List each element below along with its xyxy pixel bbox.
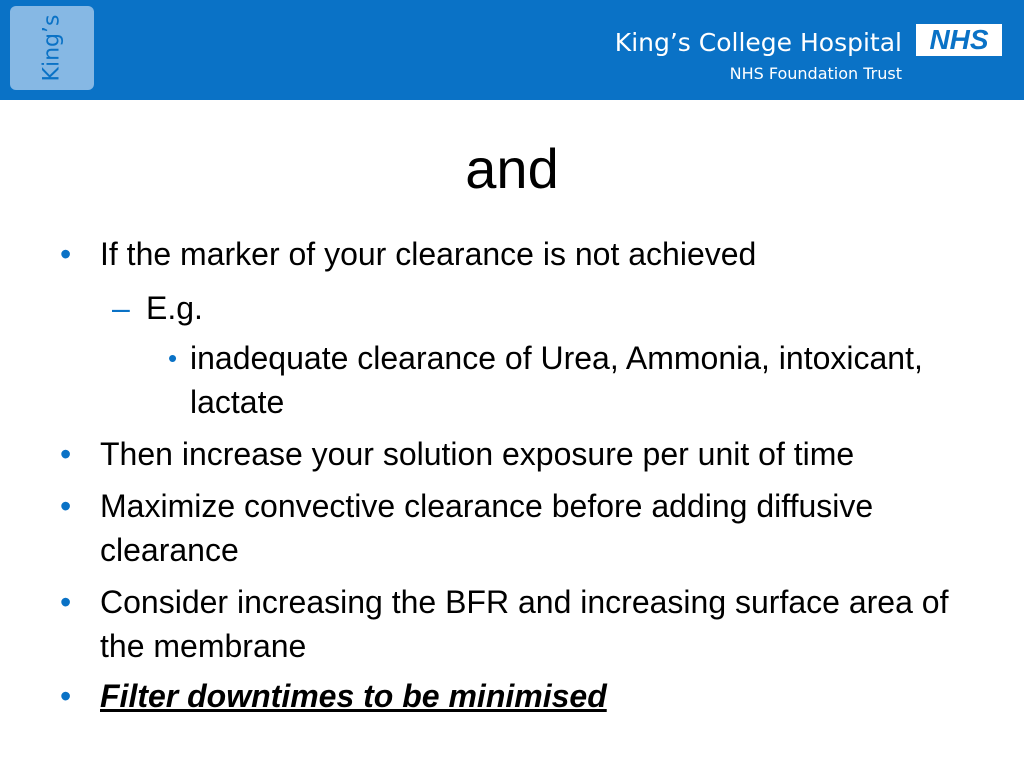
bullet-dot-icon: • bbox=[60, 436, 72, 472]
trust-name: NHS Foundation Trust bbox=[729, 64, 902, 83]
bullet-item bbox=[60, 232, 980, 276]
bullet-text: Consider increasing the BFR and increasing surface area of the membrane bbox=[100, 584, 949, 664]
bullet-text: E.g. bbox=[146, 290, 203, 326]
nhs-logo-text: NHS bbox=[929, 24, 989, 55]
bullet-dash-icon: – bbox=[112, 290, 130, 326]
bullet-dot-icon: • bbox=[60, 236, 72, 272]
bullet-dot-icon: • bbox=[60, 488, 72, 524]
bullet-item bbox=[60, 484, 980, 572]
bullet-dot-icon: • bbox=[168, 343, 178, 373]
sub-bullet-item bbox=[112, 286, 966, 330]
bullet-text: Maximize convective clearance before adding diffusive clearance bbox=[100, 488, 874, 568]
sub-sub-bullet-item bbox=[168, 336, 950, 424]
slide-title: and bbox=[465, 137, 559, 200]
bullet-item bbox=[60, 674, 980, 718]
bullet-text: Then increase your solution exposure per unit of time bbox=[100, 436, 855, 472]
bullet-text-emphasis: Filter downtimes to be minimised bbox=[100, 678, 607, 714]
bullet-item bbox=[60, 580, 980, 668]
hospital-name: King’s College Hospital bbox=[614, 28, 902, 57]
kings-logo-text: King’s bbox=[39, 14, 65, 82]
bullet-dot-icon: • bbox=[60, 584, 72, 620]
bullet-text: inadequate clearance of Urea, Ammonia, intoxicant, lactate bbox=[190, 340, 923, 420]
bullet-text: If the marker of your clearance is not achieved bbox=[100, 236, 757, 272]
bullet-item bbox=[60, 432, 980, 476]
bullet-dot-icon: • bbox=[60, 678, 72, 714]
